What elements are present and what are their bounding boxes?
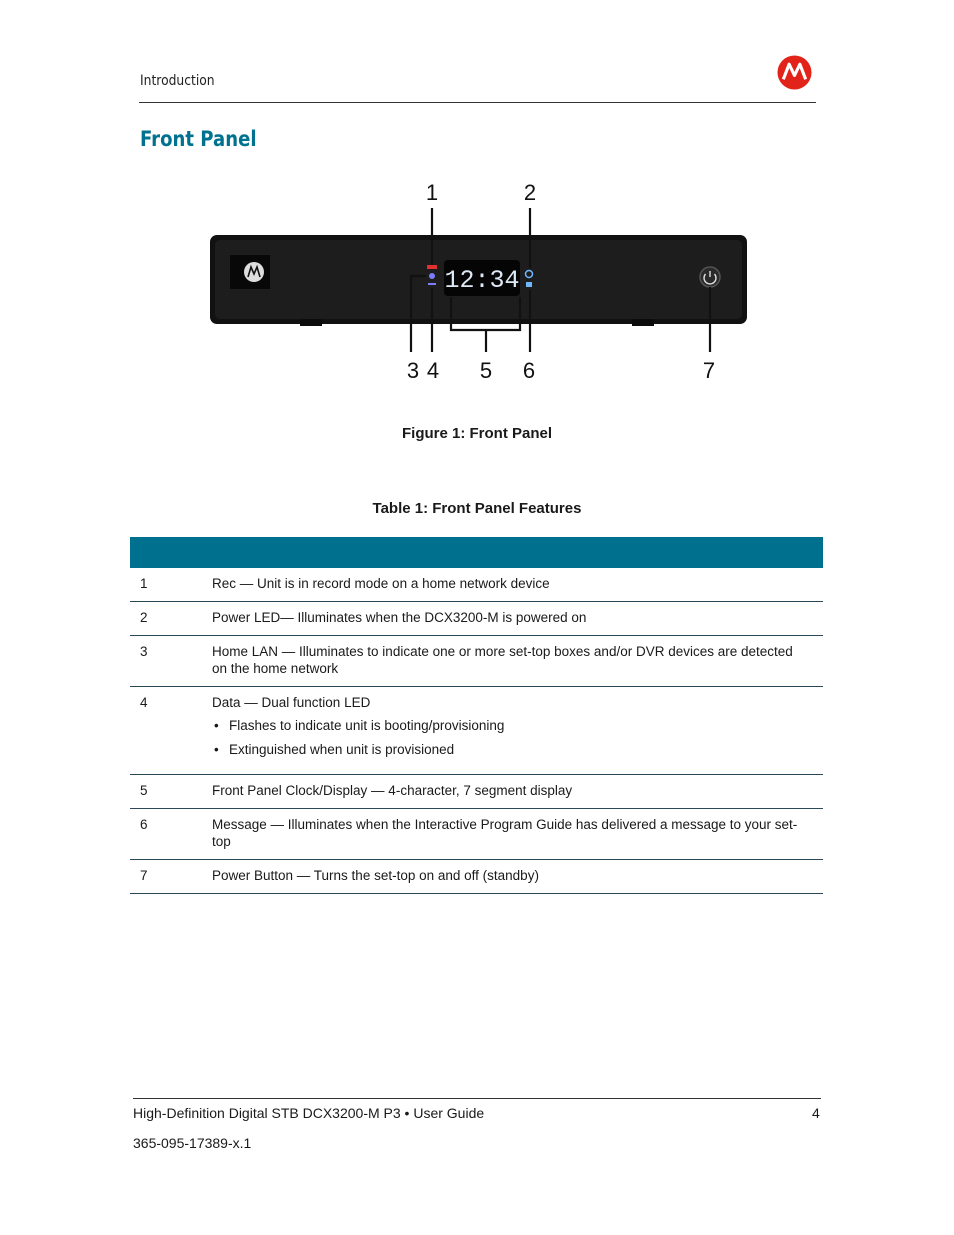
row-number: 3 (140, 644, 148, 659)
rec-led-icon (427, 265, 437, 269)
footer-title: High-Definition Digital STB DCX3200-M P3 • User Guide (133, 1105, 485, 1121)
clock-display: 12:34 (444, 266, 520, 295)
table-row (130, 636, 823, 687)
message-led-icon (526, 282, 532, 287)
row-number: 7 (140, 868, 148, 883)
row-number: 6 (140, 817, 148, 832)
motorola-logo-icon (777, 55, 812, 90)
header-rule (139, 102, 816, 103)
row-description-cell (212, 687, 823, 774)
row-description: Front Panel Clock/Display — 4-character, 7 segment display (212, 783, 573, 798)
doc-number: 365-095-17389-x.1 (133, 1135, 252, 1151)
row-description: Power Button — Turns the set-top on and off (standby) (212, 868, 539, 883)
row-number: 2 (140, 610, 148, 625)
row-description: Home LAN — Illuminates to indicate one or more set-top boxes and/or DVR devices are detected on the home network (212, 644, 793, 676)
row-description-cell (212, 860, 823, 893)
row-description-cell (212, 636, 823, 686)
row-description-cell (212, 568, 823, 601)
table-row (130, 687, 823, 775)
row-number: 5 (140, 783, 148, 798)
figure-caption: Figure 1: Front Panel (401, 425, 552, 442)
front-panel-features-table (130, 537, 823, 894)
page-number: 4 (812, 1105, 820, 1121)
table-row (130, 809, 823, 860)
row-description: Data — Dual function LED (212, 695, 371, 710)
table-row (130, 860, 823, 894)
home-lan-led-icon (429, 273, 435, 279)
callout-4: 4 (426, 358, 440, 383)
row-number: 1 (140, 576, 148, 591)
bullet-list (212, 717, 803, 758)
callout-7: 7 (702, 358, 716, 383)
bullet-item: • Flashes to indicate unit is booting/provisioning (212, 717, 803, 734)
callout-2: 2 (523, 180, 537, 205)
table-row (130, 568, 823, 602)
bullet-item: • Extinguished when unit is provisioned (212, 741, 803, 758)
callout-1: 1 (425, 180, 439, 205)
header-section: Introduction (140, 73, 215, 89)
row-description: Message — Illuminates when the Interactive Program Guide has delivered a message to your set-top (212, 817, 798, 849)
row-number: 4 (140, 695, 148, 710)
row-description-cell (212, 775, 823, 808)
table-caption: Table 1: Front Panel Features (372, 500, 582, 517)
table-header (130, 537, 823, 568)
footer-rule (133, 1098, 821, 1099)
row-description: Power LED— Illuminates when the DCX3200-M is powered on (212, 610, 587, 625)
page-title: Front Panel (140, 127, 257, 151)
front-panel-figure (200, 170, 760, 390)
callout-3: 3 (406, 358, 420, 383)
row-description: Rec — Unit is in record mode on a home network device (212, 576, 550, 591)
callout-6: 6 (522, 358, 536, 383)
row-description-cell (212, 602, 823, 635)
table-row (130, 602, 823, 636)
row-description-cell (212, 809, 823, 859)
table-row (130, 775, 823, 809)
table-body (130, 568, 823, 894)
callout-5: 5 (479, 358, 493, 383)
